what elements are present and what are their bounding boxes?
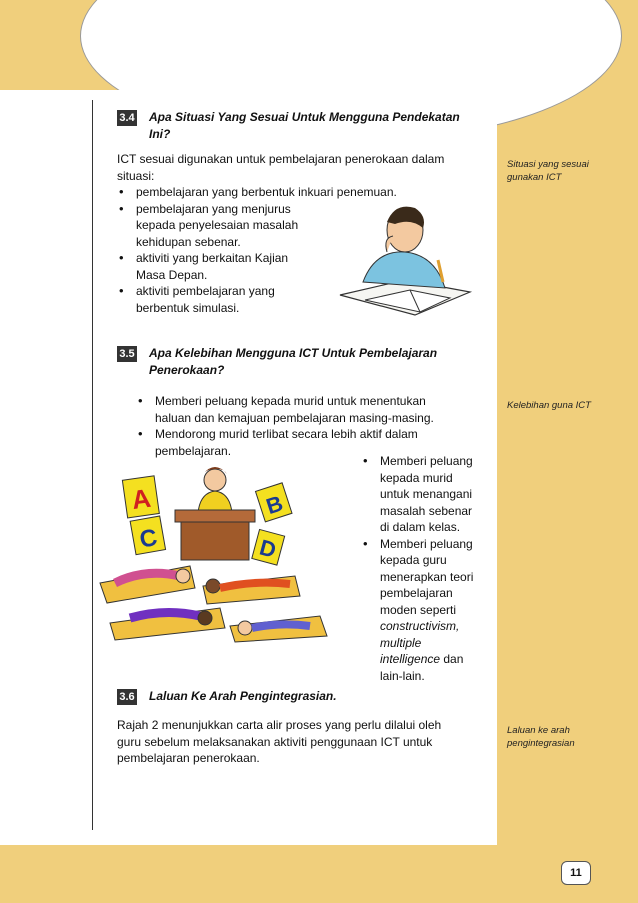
list-item: • Mendorong murid terlibat secara lebih aktif dalam pembelajaran. (136, 426, 496, 459)
section-number: 3.4 (117, 110, 137, 126)
list-item: • aktiviti pembelajaran yang berbentuk simulasi. (117, 283, 497, 316)
section-3-5-body (136, 393, 496, 459)
section-3-5-side-list (361, 453, 496, 684)
section-number: 3.6 (117, 689, 137, 705)
list-item: • pembelajaran yang menjurus kepada penyelesaian masalah kehidupan sebenar. (117, 201, 497, 251)
margin-sidebar (497, 0, 638, 903)
letter-card-c: C (137, 524, 160, 554)
student-reading-illustration (335, 200, 475, 325)
section-title: Apa Kelebihan Mengguna ICT Untuk Pembelajaran Penerokaan? (149, 346, 438, 377)
section-number: 3.5 (117, 346, 137, 362)
section-3-6-body: Rajah 2 menunjukkan carta alir proses yang perlu dilalui oleh guru sebelum melaksanakan aktiviti penggunaan ICT untuk pembelajaran penerokaan. (117, 718, 442, 765)
list-item: • Memberi peluang kepada murid untuk menangani masalah sebenar di dalam kelas. (361, 453, 496, 536)
list-item: • Memberi peluang kepada guru menerapkan teori pembelajaran moden seperti constructivism, multiple intelligence dan lain-lain. (361, 536, 496, 685)
footer-band (0, 845, 638, 903)
side-note: Situasi yang sesuai gunakan ICT (507, 159, 589, 183)
list-item: • Memberi peluang kepada murid untuk menentukan haluan dan kemajuan pembelajaran masing-masing. (136, 393, 496, 426)
letter-card-a: A (129, 482, 153, 516)
list-item: • pembelajaran yang berbentuk inkuari penemuan. (117, 184, 497, 201)
list-item: • aktiviti yang berkaitan Kajian Masa Depan. (117, 250, 497, 283)
letter-card-b: B (263, 490, 286, 520)
section-title: Apa Situasi Yang Sesuai Untuk Mengguna Pendekatan Ini? (149, 110, 460, 141)
letter-card-d: D (256, 534, 279, 563)
left-rule (92, 100, 93, 830)
classroom-illustration (95, 458, 350, 643)
section-3-4-body: ICT sesuai digunakan untuk pembelajaran penerokaan dalam situasi: • pembelajaran yang berbentuk inkuari penemuan. • pembelajaran yang menjurus kepada penyelesaian masalah kehidupan sebenar. • aktiviti yang berkaitan Kajian Masa Depan. • aktiviti pembelajaran yang berbentuk simulasi. (117, 151, 497, 316)
page-number: 11 (561, 861, 591, 885)
side-note: Laluan ke arah pengintegrasian (507, 725, 575, 749)
side-note: Kelebihan guna ICT (507, 400, 591, 411)
section-title: Laluan Ke Arah Pengintegrasian. (149, 689, 337, 703)
